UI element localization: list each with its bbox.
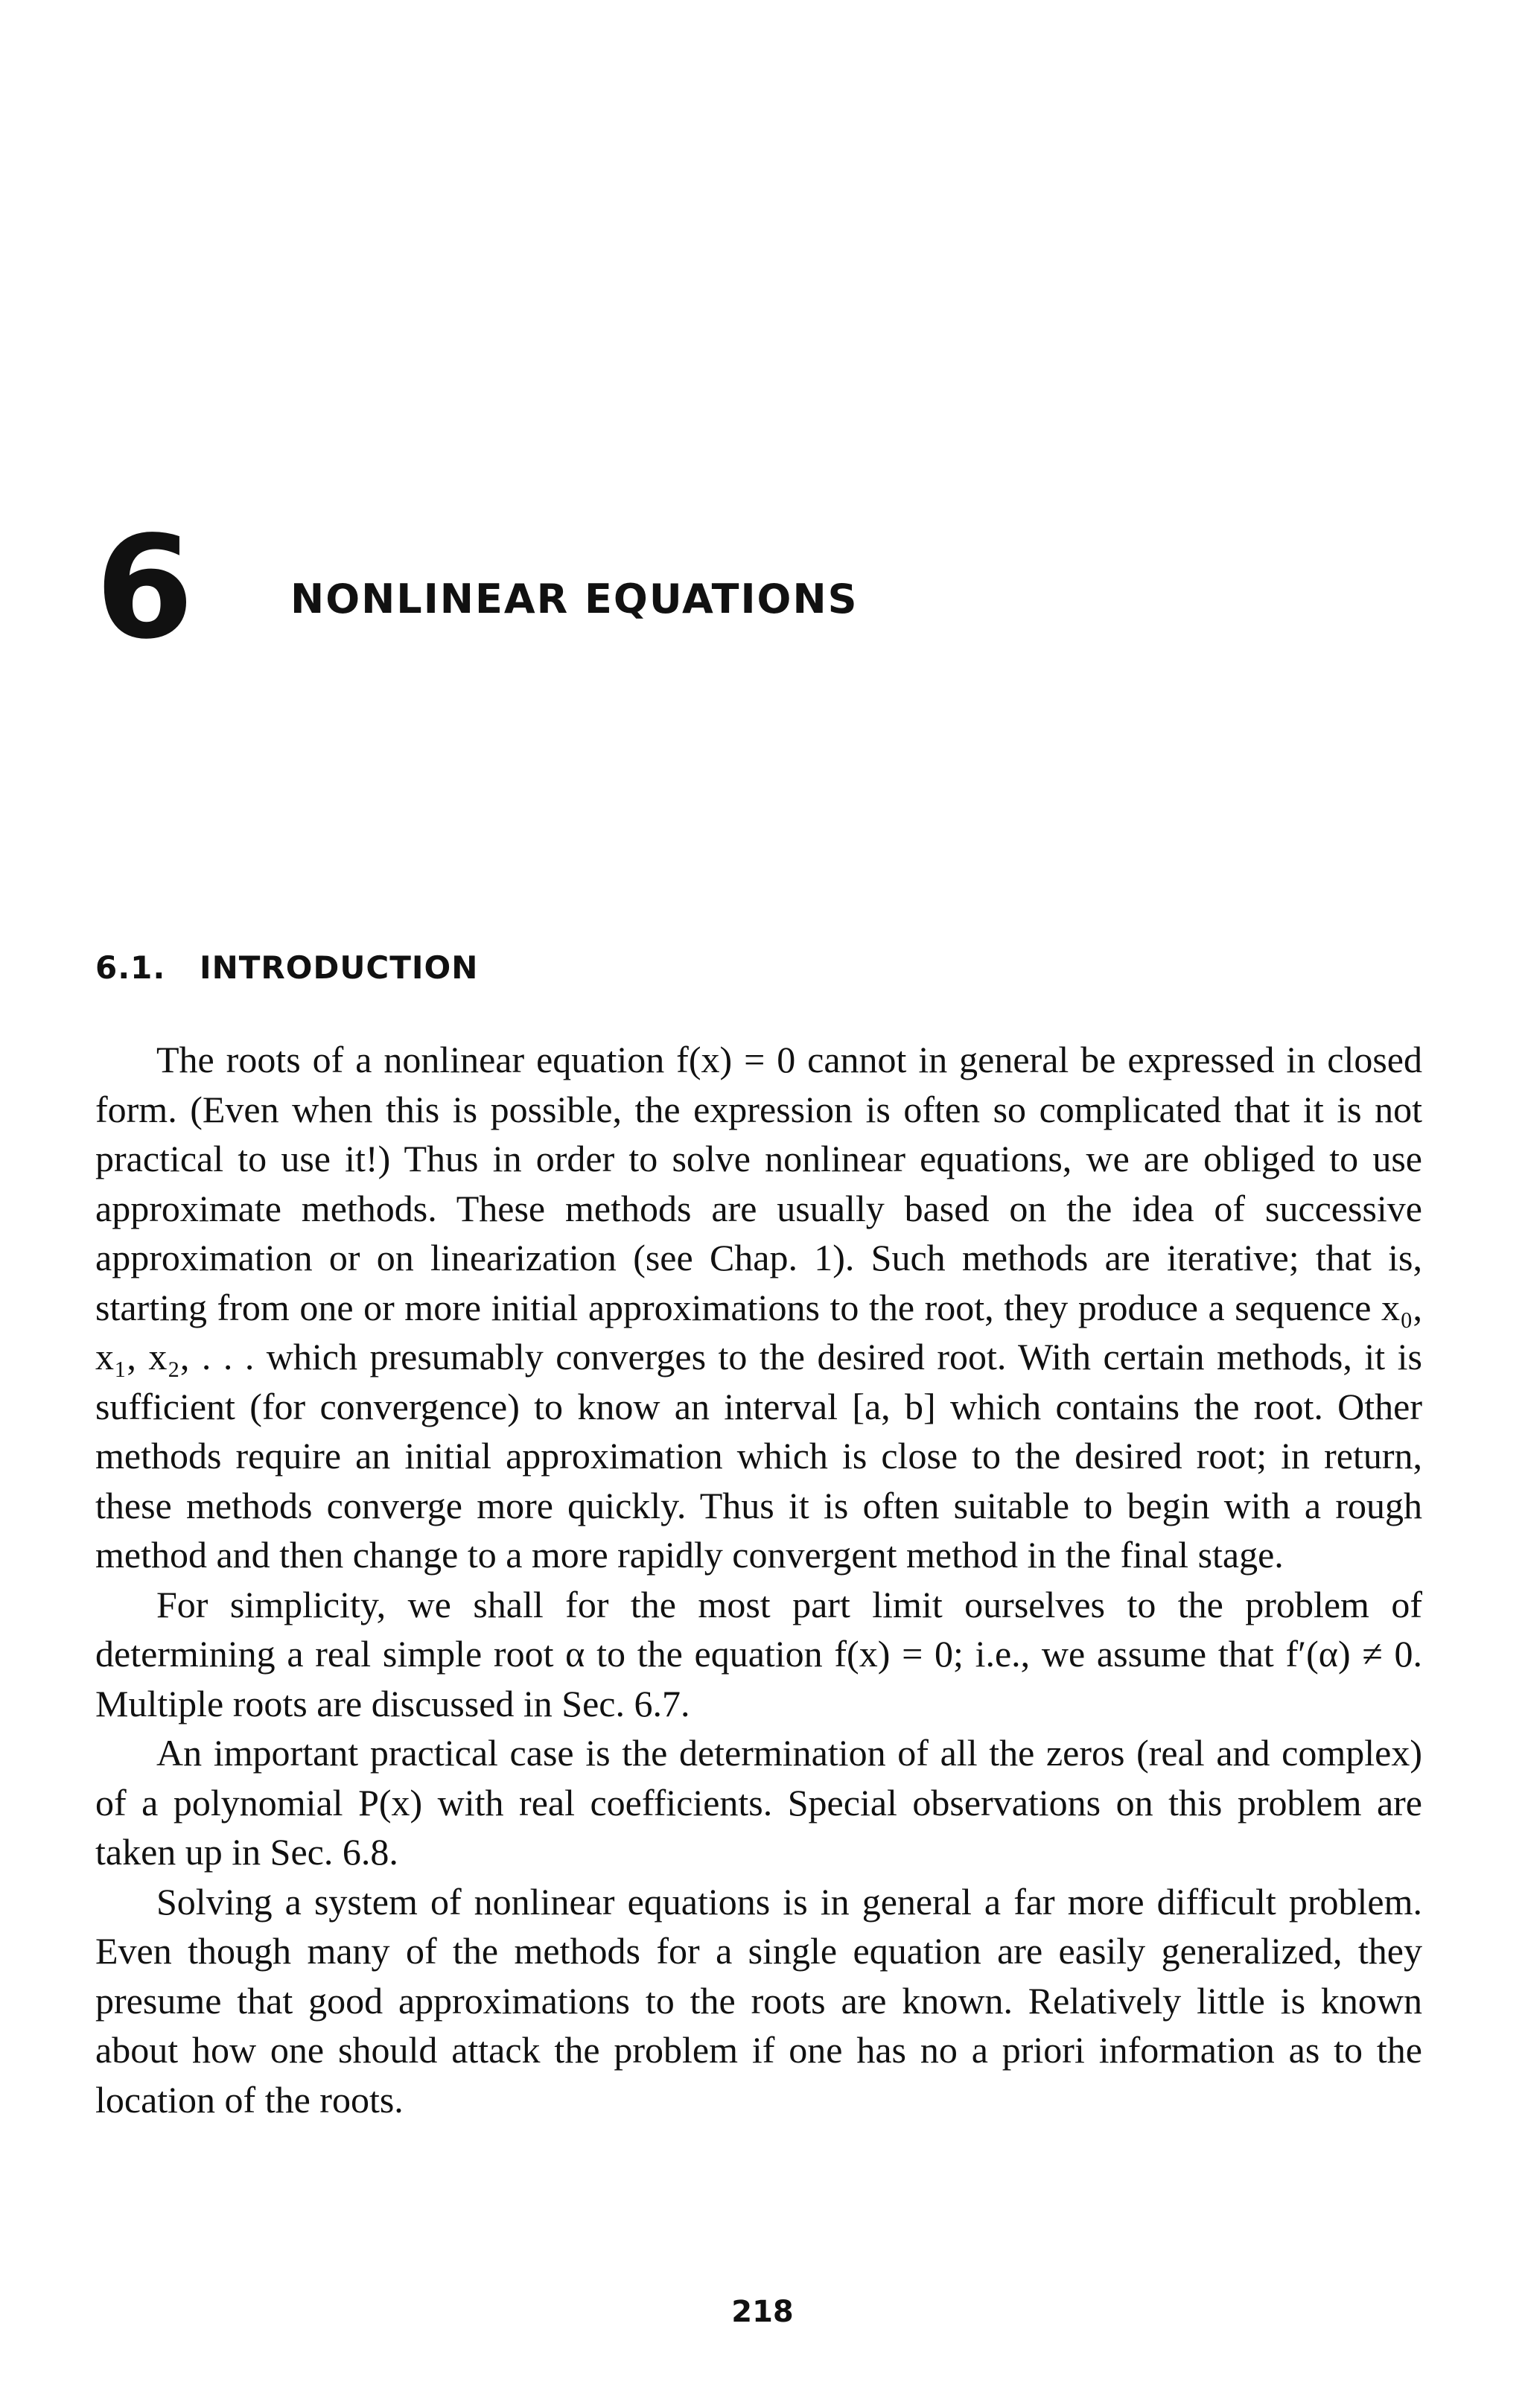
paragraph-3: An important practical case is the determination of all the zeros (real and complex) of a polynomial P(x) with real coefficients. Special observations on this problem are taken up in Sec. 6.8. — [95, 1732, 1422, 1873]
section-heading — [95, 946, 478, 990]
section-title: INTRODUCTION — [199, 949, 479, 986]
body-text — [95, 1035, 1422, 2124]
chapter-title: NONLINEAR EQUATIONS — [290, 576, 859, 622]
chapter-number: 6 — [95, 506, 194, 670]
paragraph-1: The roots of a nonlinear equation f(x) = 0 cannot in general be expressed in closed form. (Even when this is possible, the expression is often so complicated that it is not practical to use it!) Thus in order to solve nonlinear equations, we are obliged to use approximate methods. These methods are usually based on the idea of successive approximation or on linearization (see Chap. 1). Such methods are iterative; that is, starting from one or more initial approximations to the root, they produce a sequence x₀, x₁, x₂, . . . which presumably converges to the desired root. With certain methods, it is sufficient (for convergence) to know an interval [a, b] which contains the root. Other methods require an initial approximation which is close to the desired root; in return, these methods converge more quickly. Thus it is often suitable to begin with a rough method and then change to a more rapidly convergent method in the final stage. — [95, 1039, 1422, 1576]
page-number: 218 — [731, 2295, 794, 2329]
section-number: 6.1. — [95, 949, 166, 986]
paragraph-2: For simplicity, we shall for the most part limit ourselves to the problem of determining a real simple root α to the equation f(x) = 0; i.e., we assume that f′(α) ≠ 0. Multiple roots are discussed in Sec. 6.7. — [95, 1583, 1422, 1724]
paragraph-4: Solving a system of nonlinear equations is in general a far more difficult problem. Even though many of the methods for a single equation are easily generalized, they presume that good approximations to the roots are known. Relatively little is known about how one should attack the problem if one has no a priori information as to the location of the roots. — [95, 1880, 1422, 2121]
chapter-header — [95, 506, 1436, 670]
